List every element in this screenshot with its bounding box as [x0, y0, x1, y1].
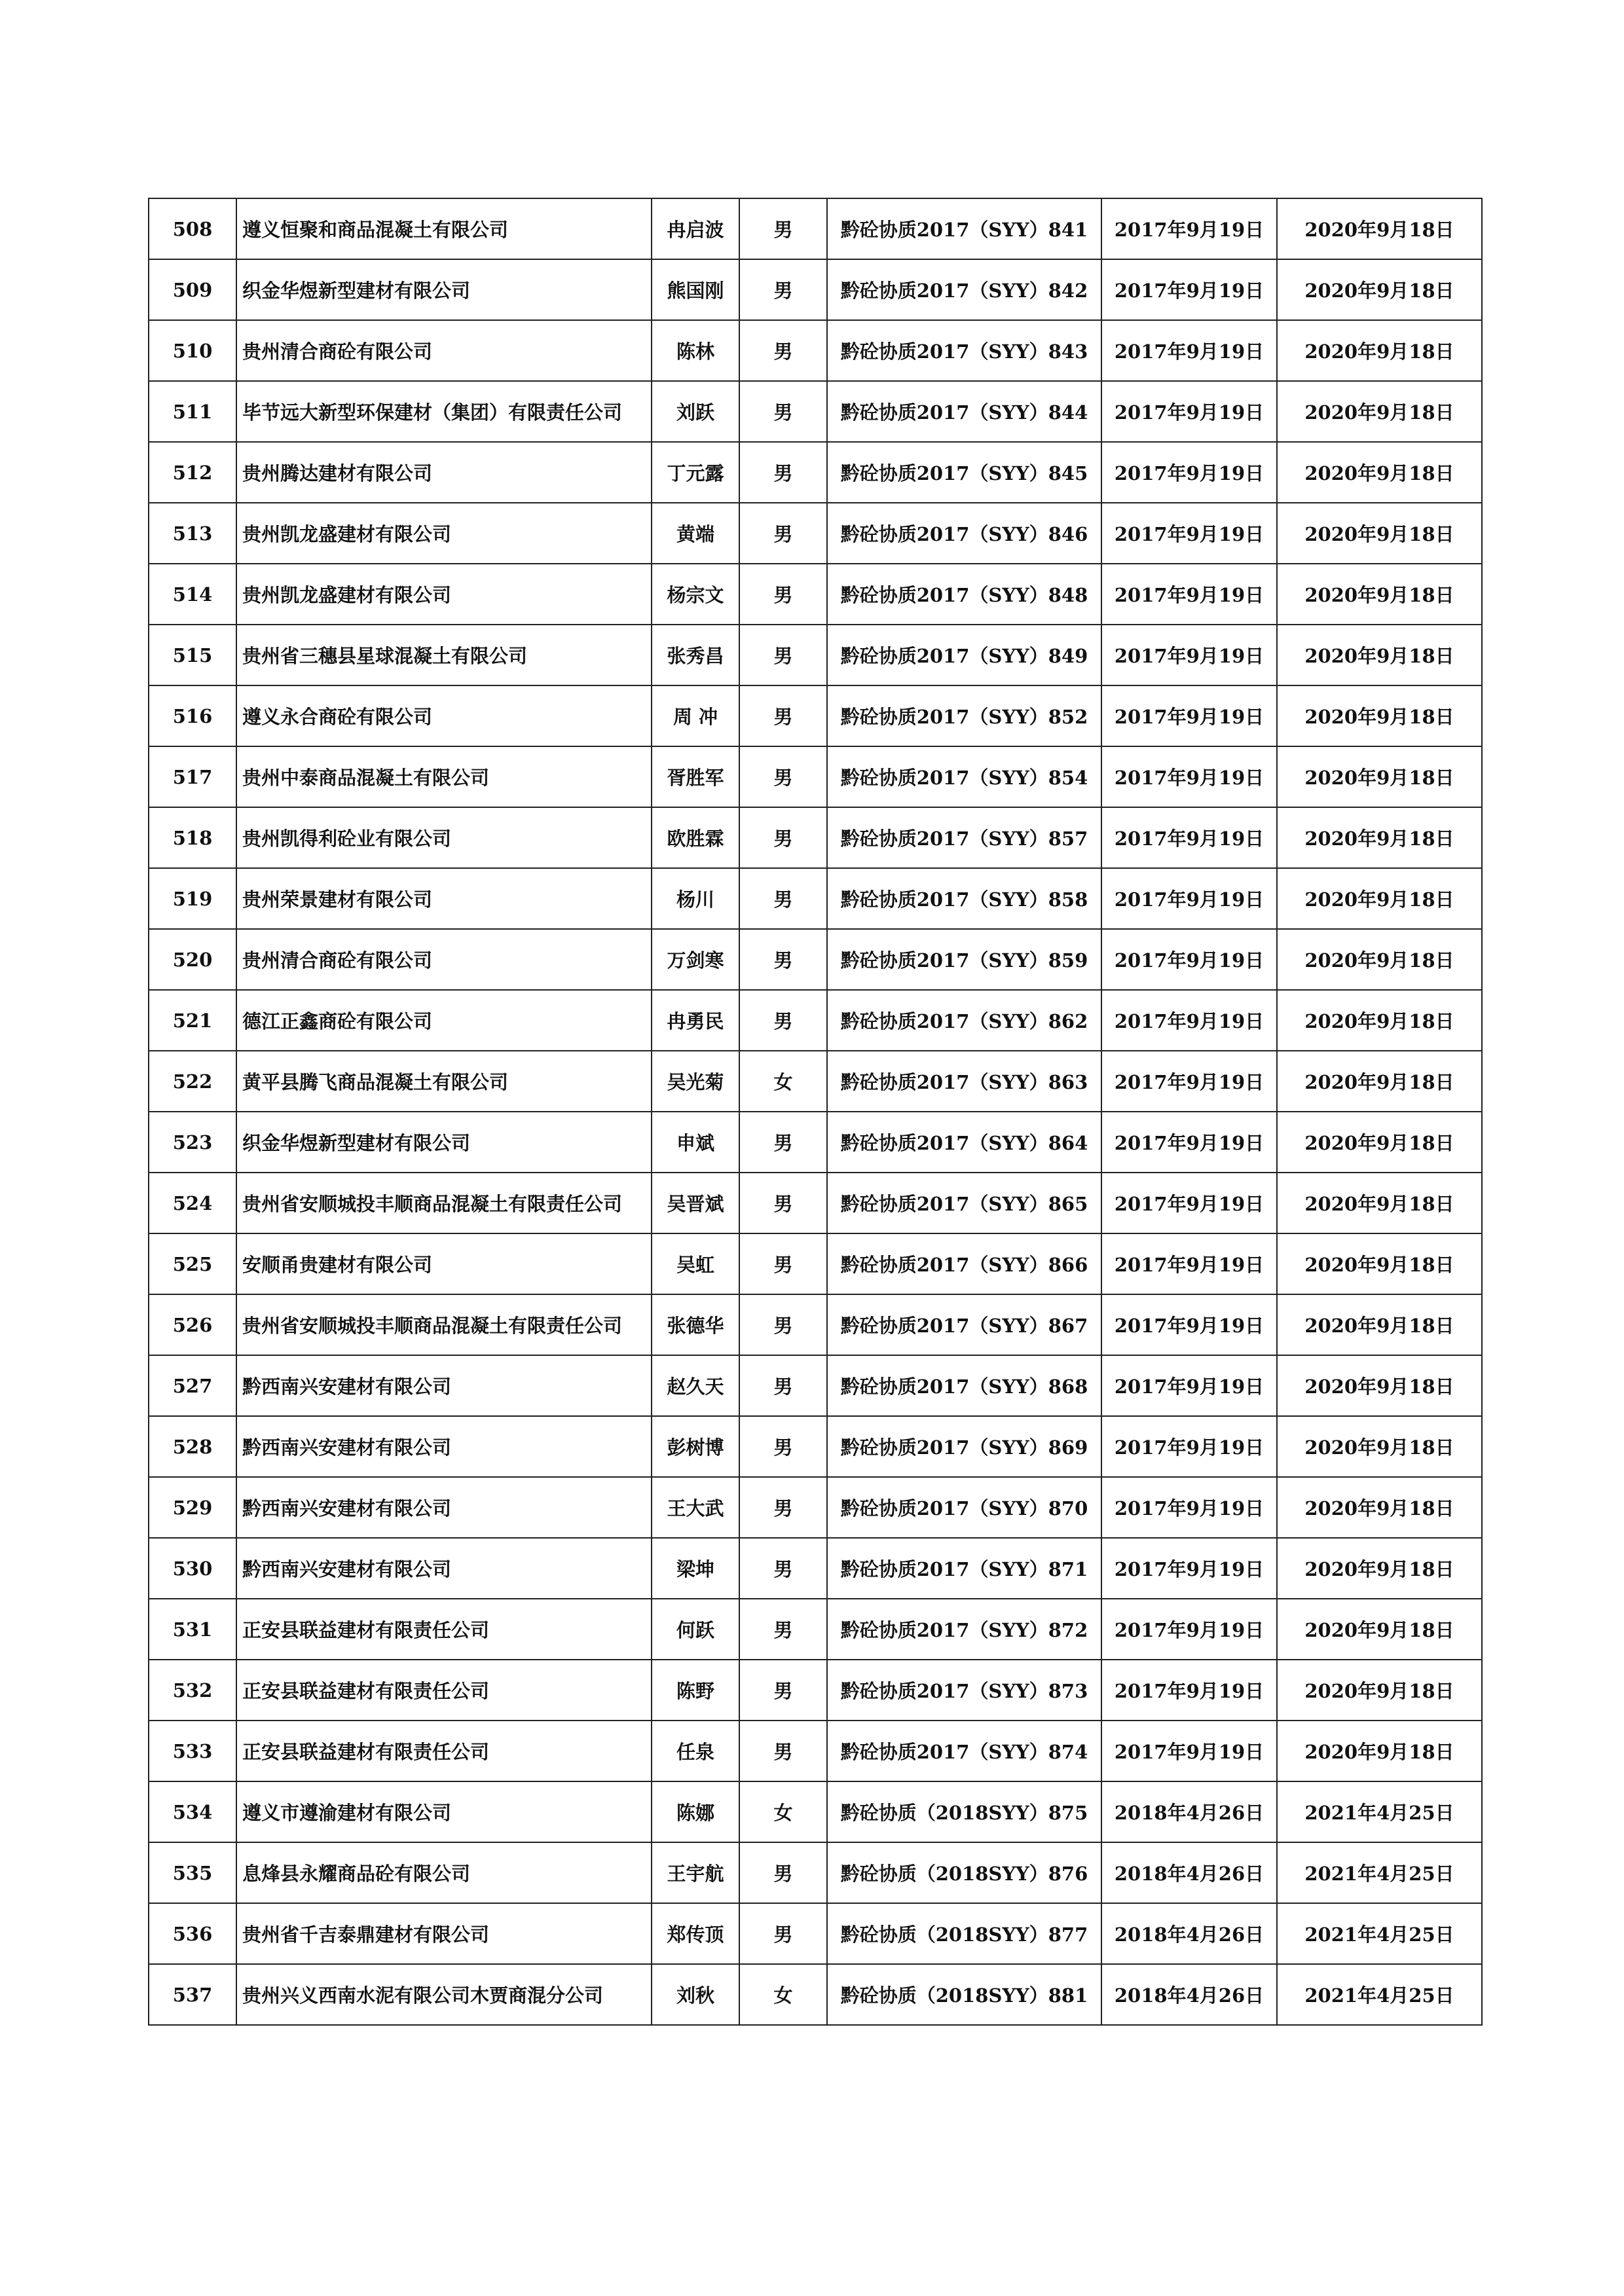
- certificate-number-cell: 黔砼协质2017（SYY）868: [827, 1355, 1101, 1416]
- company-name-cell: 正安县联益建材有限责任公司: [236, 1721, 652, 1781]
- expiry-date-cell: 2020年9月18日: [1277, 381, 1482, 442]
- table-row: [149, 807, 1482, 868]
- serial-number-cell: 516: [149, 685, 236, 746]
- issue-date-cell: 2017年9月19日: [1101, 868, 1277, 929]
- table-row: [149, 1233, 1482, 1294]
- company-name-cell: 黔西南兴安建材有限公司: [236, 1355, 652, 1416]
- person-name-cell: 何跃: [652, 1599, 739, 1660]
- expiry-date-cell: 2020年9月18日: [1277, 1173, 1482, 1233]
- certificate-number-cell: 黔砼协质2017（SYY）864: [827, 1112, 1101, 1173]
- gender-cell: 男: [739, 503, 827, 564]
- certificate-number-cell: 黔砼协质2017（SYY）854: [827, 746, 1101, 807]
- table-row: [149, 503, 1482, 564]
- certificate-number-cell: 黔砼协质2017（SYY）865: [827, 1173, 1101, 1233]
- certificate-roster-table: [148, 198, 1483, 2026]
- company-name-cell: 息烽县永耀商品砼有限公司: [236, 1842, 652, 1903]
- expiry-date-cell: 2020年9月18日: [1277, 1051, 1482, 1112]
- expiry-date-cell: 2020年9月18日: [1277, 746, 1482, 807]
- certificate-number-cell: 黔砼协质2017（SYY）846: [827, 503, 1101, 564]
- person-name-cell: 梁坤: [652, 1538, 739, 1599]
- person-name-cell: 申斌: [652, 1112, 739, 1173]
- certificate-number-cell: 黔砼协质2017（SYY）852: [827, 685, 1101, 746]
- company-name-cell: 贵州兴义西南水泥有限公司木贾商混分公司: [236, 1964, 652, 2025]
- certificate-number-cell: 黔砼协质（2018SYY）877: [827, 1903, 1101, 1964]
- serial-number-cell: 525: [149, 1233, 236, 1294]
- expiry-date-cell: 2020年9月18日: [1277, 1721, 1482, 1781]
- issue-date-cell: 2017年9月19日: [1101, 1173, 1277, 1233]
- company-name-cell: 贵州省千吉泰鼎建材有限公司: [236, 1903, 652, 1964]
- serial-number-cell: 512: [149, 442, 236, 503]
- person-name-cell: 郑传顶: [652, 1903, 739, 1964]
- certificate-number-cell: 黔砼协质2017（SYY）873: [827, 1660, 1101, 1721]
- certificate-number-cell: 黔砼协质（2018SYY）876: [827, 1842, 1101, 1903]
- company-name-cell: 贵州省安顺城投丰顺商品混凝土有限责任公司: [236, 1294, 652, 1355]
- person-name-cell: 丁元露: [652, 442, 739, 503]
- issue-date-cell: 2017年9月19日: [1101, 442, 1277, 503]
- roster-body: [149, 198, 1482, 2025]
- person-name-cell: 冉启波: [652, 198, 739, 259]
- serial-number-cell: 514: [149, 564, 236, 625]
- company-name-cell: 遵义市遵渝建材有限公司: [236, 1781, 652, 1842]
- issue-date-cell: 2017年9月19日: [1101, 1599, 1277, 1660]
- issue-date-cell: 2017年9月19日: [1101, 990, 1277, 1051]
- certificate-number-cell: 黔砼协质（2018SYY）881: [827, 1964, 1101, 2025]
- expiry-date-cell: 2020年9月18日: [1277, 868, 1482, 929]
- serial-number-cell: 527: [149, 1355, 236, 1416]
- table-row: [149, 1781, 1482, 1842]
- issue-date-cell: 2017年9月19日: [1101, 198, 1277, 259]
- issue-date-cell: 2017年9月19日: [1101, 1112, 1277, 1173]
- person-name-cell: 吴虹: [652, 1233, 739, 1294]
- expiry-date-cell: 2020年9月18日: [1277, 259, 1482, 320]
- gender-cell: 男: [739, 990, 827, 1051]
- table-row: [149, 868, 1482, 929]
- person-name-cell: 欧胜霖: [652, 807, 739, 868]
- serial-number-cell: 513: [149, 503, 236, 564]
- issue-date-cell: 2017年9月19日: [1101, 320, 1277, 381]
- gender-cell: 男: [739, 1660, 827, 1721]
- gender-cell: 男: [739, 1538, 827, 1599]
- person-name-cell: 彭树博: [652, 1416, 739, 1477]
- gender-cell: 男: [739, 1416, 827, 1477]
- expiry-date-cell: 2020年9月18日: [1277, 1294, 1482, 1355]
- serial-number-cell: 518: [149, 807, 236, 868]
- gender-cell: 男: [739, 1599, 827, 1660]
- gender-cell: 男: [739, 929, 827, 990]
- person-name-cell: 陈野: [652, 1660, 739, 1721]
- certificate-number-cell: 黔砼协质2017（SYY）845: [827, 442, 1101, 503]
- issue-date-cell: 2017年9月19日: [1101, 929, 1277, 990]
- expiry-date-cell: 2020年9月18日: [1277, 685, 1482, 746]
- gender-cell: 女: [739, 1964, 827, 2025]
- serial-number-cell: 534: [149, 1781, 236, 1842]
- table-row: [149, 198, 1482, 259]
- person-name-cell: 陈娜: [652, 1781, 739, 1842]
- certificate-number-cell: 黔砼协质2017（SYY）871: [827, 1538, 1101, 1599]
- gender-cell: 女: [739, 1051, 827, 1112]
- table-row: [149, 929, 1482, 990]
- person-name-cell: 刘跃: [652, 381, 739, 442]
- expiry-date-cell: 2020年9月18日: [1277, 1233, 1482, 1294]
- table-row: [149, 1355, 1482, 1416]
- certificate-number-cell: 黔砼协质2017（SYY）872: [827, 1599, 1101, 1660]
- person-name-cell: 刘秋: [652, 1964, 739, 2025]
- serial-number-cell: 510: [149, 320, 236, 381]
- company-name-cell: 遵义恒聚和商品混凝土有限公司: [236, 198, 652, 259]
- serial-number-cell: 509: [149, 259, 236, 320]
- issue-date-cell: 2017年9月19日: [1101, 259, 1277, 320]
- gender-cell: 男: [739, 1842, 827, 1903]
- company-name-cell: 黔西南兴安建材有限公司: [236, 1538, 652, 1599]
- serial-number-cell: 520: [149, 929, 236, 990]
- company-name-cell: 德江正鑫商砼有限公司: [236, 990, 652, 1051]
- company-name-cell: 贵州凯得利砼业有限公司: [236, 807, 652, 868]
- company-name-cell: 贵州凯龙盛建材有限公司: [236, 503, 652, 564]
- company-name-cell: 贵州清合商砼有限公司: [236, 929, 652, 990]
- expiry-date-cell: 2020年9月18日: [1277, 1416, 1482, 1477]
- gender-cell: 男: [739, 1233, 827, 1294]
- company-name-cell: 黄平县腾飞商品混凝土有限公司: [236, 1051, 652, 1112]
- company-name-cell: 贵州省三穗县星球混凝土有限公司: [236, 625, 652, 685]
- issue-date-cell: 2018年4月26日: [1101, 1781, 1277, 1842]
- table-row: [149, 259, 1482, 320]
- gender-cell: 男: [739, 259, 827, 320]
- person-name-cell: 周 冲: [652, 685, 739, 746]
- serial-number-cell: 522: [149, 1051, 236, 1112]
- issue-date-cell: 2018年4月26日: [1101, 1842, 1277, 1903]
- serial-number-cell: 531: [149, 1599, 236, 1660]
- table-row: [149, 746, 1482, 807]
- gender-cell: 男: [739, 1477, 827, 1538]
- expiry-date-cell: 2020年9月18日: [1277, 1538, 1482, 1599]
- gender-cell: 男: [739, 746, 827, 807]
- expiry-date-cell: 2020年9月18日: [1277, 198, 1482, 259]
- person-name-cell: 陈林: [652, 320, 739, 381]
- issue-date-cell: 2017年9月19日: [1101, 503, 1277, 564]
- company-name-cell: 黔西南兴安建材有限公司: [236, 1477, 652, 1538]
- person-name-cell: 杨川: [652, 868, 739, 929]
- gender-cell: 男: [739, 442, 827, 503]
- table-row: [149, 1112, 1482, 1173]
- certificate-number-cell: 黔砼协质2017（SYY）867: [827, 1294, 1101, 1355]
- company-name-cell: 正安县联益建材有限责任公司: [236, 1599, 652, 1660]
- company-name-cell: 贵州荣景建材有限公司: [236, 868, 652, 929]
- company-name-cell: 安顺甬贵建材有限公司: [236, 1233, 652, 1294]
- serial-number-cell: 526: [149, 1294, 236, 1355]
- certificate-number-cell: 黔砼协质2017（SYY）841: [827, 198, 1101, 259]
- certificate-number-cell: 黔砼协质2017（SYY）843: [827, 320, 1101, 381]
- table-row: [149, 381, 1482, 442]
- company-name-cell: 贵州凯龙盛建材有限公司: [236, 564, 652, 625]
- serial-number-cell: 519: [149, 868, 236, 929]
- issue-date-cell: 2017年9月19日: [1101, 564, 1277, 625]
- certificate-number-cell: 黔砼协质2017（SYY）848: [827, 564, 1101, 625]
- expiry-date-cell: 2020年9月18日: [1277, 625, 1482, 685]
- table-row: [149, 1599, 1482, 1660]
- company-name-cell: 织金华煜新型建材有限公司: [236, 1112, 652, 1173]
- person-name-cell: 吴晋斌: [652, 1173, 739, 1233]
- table-row: [149, 1842, 1482, 1903]
- expiry-date-cell: 2020年9月18日: [1277, 320, 1482, 381]
- table-row: [149, 1294, 1482, 1355]
- certificate-number-cell: 黔砼协质2017（SYY）857: [827, 807, 1101, 868]
- person-name-cell: 张秀昌: [652, 625, 739, 685]
- table-row: [149, 1477, 1482, 1538]
- expiry-date-cell: 2020年9月18日: [1277, 1660, 1482, 1721]
- issue-date-cell: 2017年9月19日: [1101, 807, 1277, 868]
- expiry-date-cell: 2020年9月18日: [1277, 807, 1482, 868]
- expiry-date-cell: 2021年4月25日: [1277, 1842, 1482, 1903]
- person-name-cell: 杨宗文: [652, 564, 739, 625]
- issue-date-cell: 2017年9月19日: [1101, 1538, 1277, 1599]
- certificate-number-cell: 黔砼协质2017（SYY）874: [827, 1721, 1101, 1781]
- gender-cell: 女: [739, 1781, 827, 1842]
- issue-date-cell: 2017年9月19日: [1101, 1721, 1277, 1781]
- table-row: [149, 564, 1482, 625]
- gender-cell: 男: [739, 198, 827, 259]
- serial-number-cell: 515: [149, 625, 236, 685]
- certificate-number-cell: 黔砼协质2017（SYY）842: [827, 259, 1101, 320]
- issue-date-cell: 2017年9月19日: [1101, 1416, 1277, 1477]
- serial-number-cell: 528: [149, 1416, 236, 1477]
- company-name-cell: 贵州清合商砼有限公司: [236, 320, 652, 381]
- certificate-number-cell: 黔砼协质2017（SYY）862: [827, 990, 1101, 1051]
- certificate-number-cell: 黔砼协质2017（SYY）866: [827, 1233, 1101, 1294]
- person-name-cell: 胥胜军: [652, 746, 739, 807]
- issue-date-cell: 2017年9月19日: [1101, 746, 1277, 807]
- person-name-cell: 吴光菊: [652, 1051, 739, 1112]
- serial-number-cell: 524: [149, 1173, 236, 1233]
- issue-date-cell: 2017年9月19日: [1101, 685, 1277, 746]
- table-row: [149, 1051, 1482, 1112]
- certificate-number-cell: 黔砼协质2017（SYY）844: [827, 381, 1101, 442]
- gender-cell: 男: [739, 625, 827, 685]
- gender-cell: 男: [739, 868, 827, 929]
- person-name-cell: 黄端: [652, 503, 739, 564]
- gender-cell: 男: [739, 320, 827, 381]
- certificate-number-cell: 黔砼协质2017（SYY）849: [827, 625, 1101, 685]
- serial-number-cell: 537: [149, 1964, 236, 2025]
- gender-cell: 男: [739, 685, 827, 746]
- expiry-date-cell: 2020年9月18日: [1277, 929, 1482, 990]
- issue-date-cell: 2017年9月19日: [1101, 381, 1277, 442]
- certificate-number-cell: 黔砼协质（2018SYY）875: [827, 1781, 1101, 1842]
- person-name-cell: 熊国刚: [652, 259, 739, 320]
- company-name-cell: 贵州中泰商品混凝土有限公司: [236, 746, 652, 807]
- table-row: [149, 1964, 1482, 2025]
- certificate-number-cell: 黔砼协质2017（SYY）863: [827, 1051, 1101, 1112]
- expiry-date-cell: 2020年9月18日: [1277, 1112, 1482, 1173]
- issue-date-cell: 2017年9月19日: [1101, 1051, 1277, 1112]
- gender-cell: 男: [739, 1112, 827, 1173]
- expiry-date-cell: 2021年4月25日: [1277, 1903, 1482, 1964]
- issue-date-cell: 2017年9月19日: [1101, 1294, 1277, 1355]
- serial-number-cell: 530: [149, 1538, 236, 1599]
- serial-number-cell: 535: [149, 1842, 236, 1903]
- table-row: [149, 1903, 1482, 1964]
- expiry-date-cell: 2020年9月18日: [1277, 1477, 1482, 1538]
- expiry-date-cell: 2020年9月18日: [1277, 442, 1482, 503]
- serial-number-cell: 511: [149, 381, 236, 442]
- gender-cell: 男: [739, 1294, 827, 1355]
- expiry-date-cell: 2020年9月18日: [1277, 503, 1482, 564]
- person-name-cell: 冉勇民: [652, 990, 739, 1051]
- expiry-date-cell: 2021年4月25日: [1277, 1964, 1482, 2025]
- person-name-cell: 万剑寒: [652, 929, 739, 990]
- person-name-cell: 赵久天: [652, 1355, 739, 1416]
- table-row: [149, 1416, 1482, 1477]
- person-name-cell: 王宇航: [652, 1842, 739, 1903]
- gender-cell: 男: [739, 381, 827, 442]
- serial-number-cell: 517: [149, 746, 236, 807]
- table-row: [149, 442, 1482, 503]
- expiry-date-cell: 2021年4月25日: [1277, 1781, 1482, 1842]
- table-row: [149, 1173, 1482, 1233]
- serial-number-cell: 521: [149, 990, 236, 1051]
- issue-date-cell: 2017年9月19日: [1101, 1660, 1277, 1721]
- company-name-cell: 正安县联益建材有限责任公司: [236, 1660, 652, 1721]
- company-name-cell: 织金华煜新型建材有限公司: [236, 259, 652, 320]
- person-name-cell: 任泉: [652, 1721, 739, 1781]
- gender-cell: 男: [739, 1903, 827, 1964]
- company-name-cell: 贵州腾达建材有限公司: [236, 442, 652, 503]
- issue-date-cell: 2017年9月19日: [1101, 1355, 1277, 1416]
- certificate-number-cell: 黔砼协质2017（SYY）870: [827, 1477, 1101, 1538]
- table-row: [149, 1721, 1482, 1781]
- serial-number-cell: 532: [149, 1660, 236, 1721]
- gender-cell: 男: [739, 1173, 827, 1233]
- table-row: [149, 1538, 1482, 1599]
- issue-date-cell: 2018年4月26日: [1101, 1964, 1277, 2025]
- table-row: [149, 990, 1482, 1051]
- serial-number-cell: 529: [149, 1477, 236, 1538]
- company-name-cell: 毕节远大新型环保建材（集团）有限责任公司: [236, 381, 652, 442]
- company-name-cell: 遵义永合商砼有限公司: [236, 685, 652, 746]
- issue-date-cell: 2017年9月19日: [1101, 1233, 1277, 1294]
- expiry-date-cell: 2020年9月18日: [1277, 990, 1482, 1051]
- table-row: [149, 1660, 1482, 1721]
- issue-date-cell: 2017年9月19日: [1101, 1477, 1277, 1538]
- gender-cell: 男: [739, 1721, 827, 1781]
- expiry-date-cell: 2020年9月18日: [1277, 564, 1482, 625]
- certificate-number-cell: 黔砼协质2017（SYY）858: [827, 868, 1101, 929]
- person-name-cell: 王大武: [652, 1477, 739, 1538]
- serial-number-cell: 533: [149, 1721, 236, 1781]
- company-name-cell: 黔西南兴安建材有限公司: [236, 1416, 652, 1477]
- expiry-date-cell: 2020年9月18日: [1277, 1599, 1482, 1660]
- issue-date-cell: 2018年4月26日: [1101, 1903, 1277, 1964]
- serial-number-cell: 523: [149, 1112, 236, 1173]
- serial-number-cell: 508: [149, 198, 236, 259]
- gender-cell: 男: [739, 564, 827, 625]
- person-name-cell: 张德华: [652, 1294, 739, 1355]
- table-row: [149, 320, 1482, 381]
- issue-date-cell: 2017年9月19日: [1101, 625, 1277, 685]
- gender-cell: 男: [739, 807, 827, 868]
- certificate-number-cell: 黔砼协质2017（SYY）869: [827, 1416, 1101, 1477]
- serial-number-cell: 536: [149, 1903, 236, 1964]
- certificate-number-cell: 黔砼协质2017（SYY）859: [827, 929, 1101, 990]
- table-row: [149, 625, 1482, 685]
- gender-cell: 男: [739, 1355, 827, 1416]
- expiry-date-cell: 2020年9月18日: [1277, 1355, 1482, 1416]
- table-row: [149, 685, 1482, 746]
- company-name-cell: 贵州省安顺城投丰顺商品混凝土有限责任公司: [236, 1173, 652, 1233]
